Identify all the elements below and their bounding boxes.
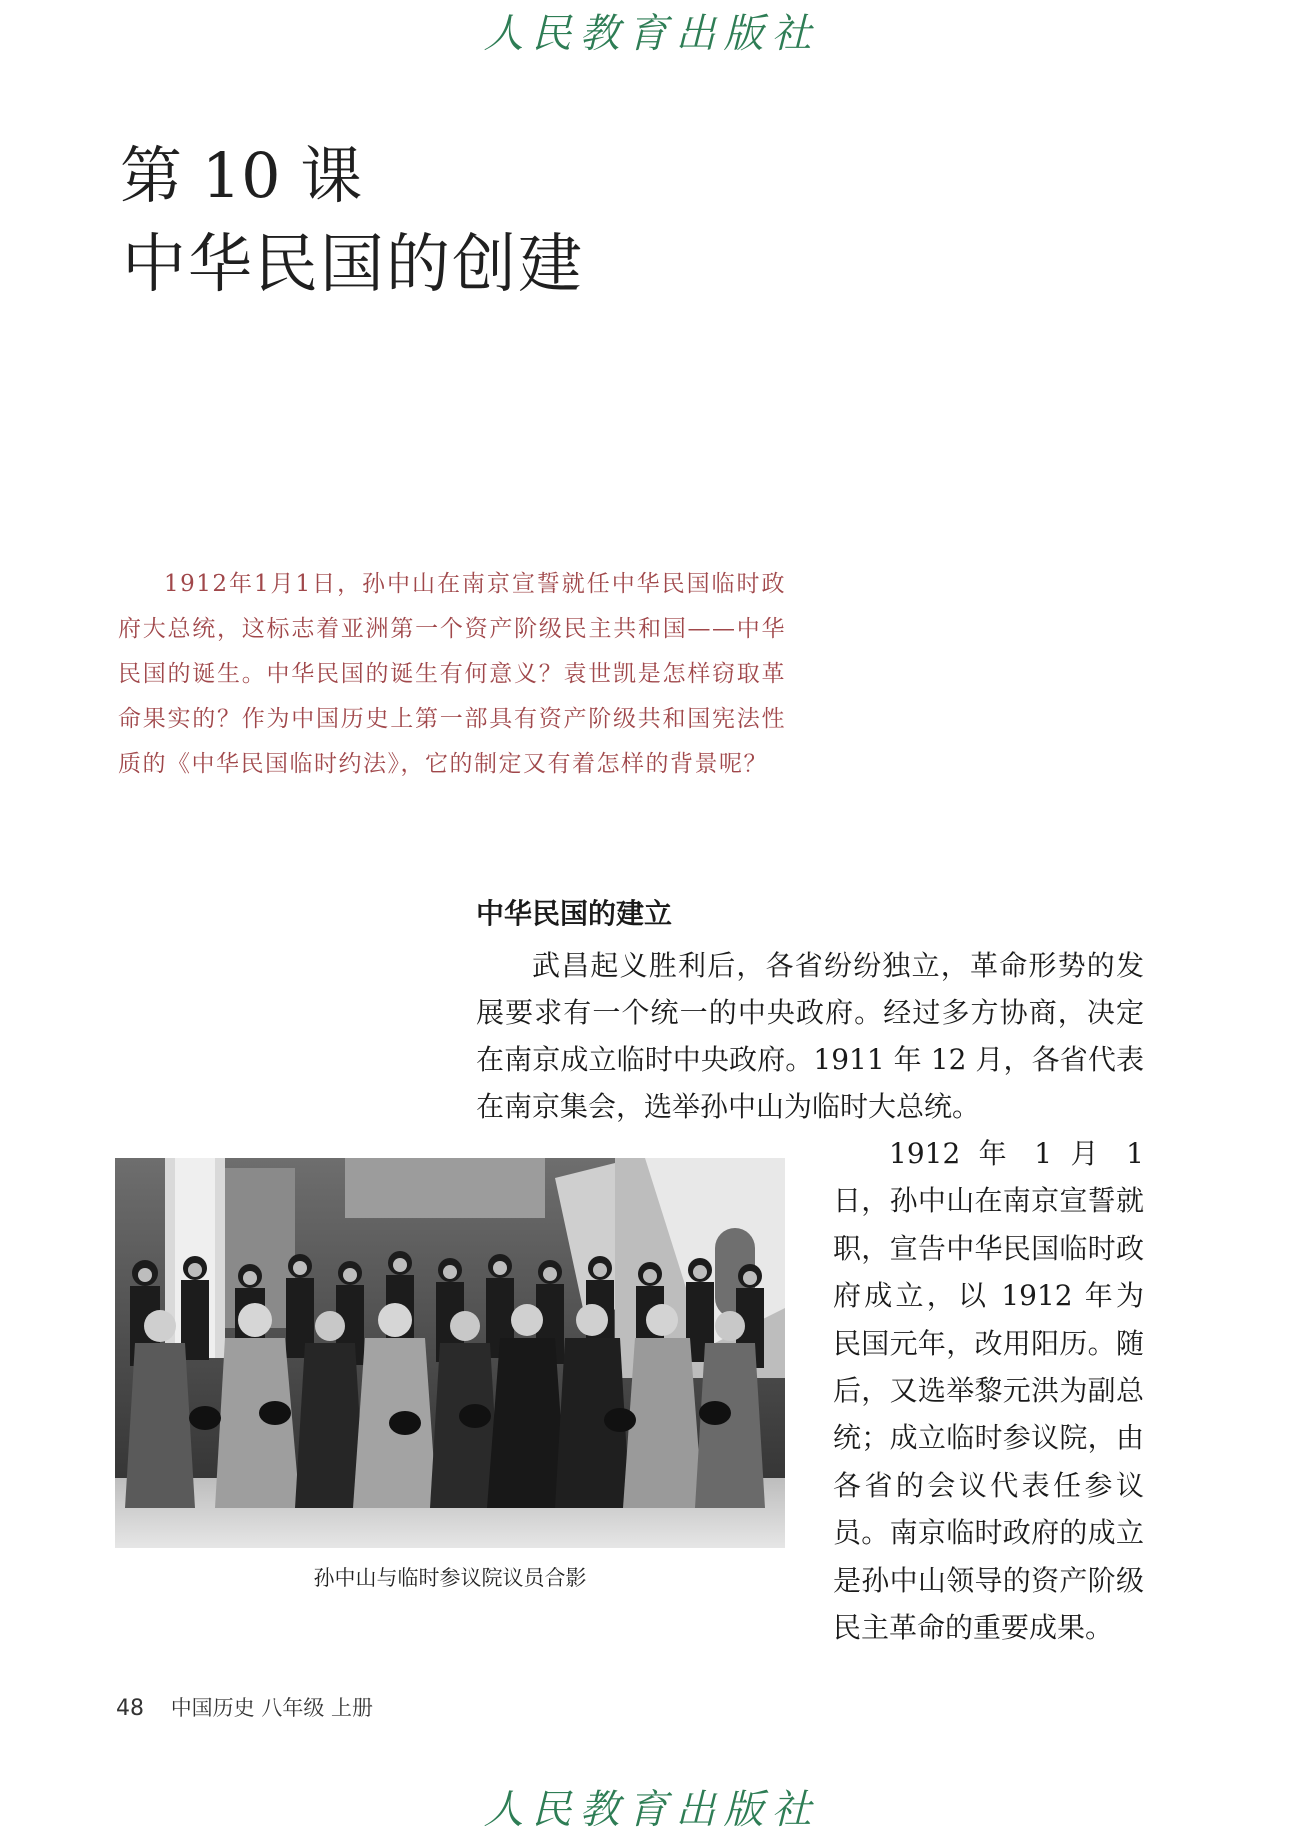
book-title: 中国历史 八年级 上册	[170, 1696, 374, 1720]
lesson-title: 中华民国的创建	[122, 228, 584, 302]
body-paragraph-1: 武昌起义胜利后，各省纷纷独立，革命形势的发展要求有一个统一的中央政府。经过多方协商，决定在南京成立临时中央政府。1911 年 12 月，各省代表在南京集会，选举孙中山为临时大总统。	[476, 949, 1144, 1123]
publisher-logo-bottom: 人民教育出版社	[483, 1787, 820, 1833]
page-number: 48	[116, 1696, 144, 1721]
page-footer	[116, 1692, 373, 1722]
section-heading: 中华民国的建立	[476, 897, 673, 930]
historical-group-photo	[115, 1158, 785, 1548]
publisher-logo-top: 人民教育出版社	[483, 11, 820, 57]
photo-illustration	[115, 1158, 785, 1548]
intro-paragraph: 1912年1月1日，孙中山在南京宣誓就任中华民国临时政府大总统，这标志着亚洲第一个资产阶级民主共和国——中华民国的诞生。中华民国的诞生有何意义？袁世凯是怎样窃取革命果实的？作为中国历史上第一部具有资产阶级共和国宪法性质的《中华民国临时约法》，它的制定又有着怎样的背景呢？	[118, 571, 786, 777]
photo-caption: 孙中山与临时参议院议员合影	[313, 1566, 587, 1590]
body-paragraph-2: 1912 年 1 月 1 日，孙中山在南京宣誓就职，宣告中华民国临时政府成立，以 1912 年为民国元年，改用阳历。随后，又选举黎元洪为副总统；成立临时参议院，由各省的会议代表任参议员。南京临时政府的成立是孙中山领导的资产阶级民主革命的重要成果。	[833, 1137, 1144, 1645]
lesson-number: 第 10 课	[120, 139, 363, 212]
